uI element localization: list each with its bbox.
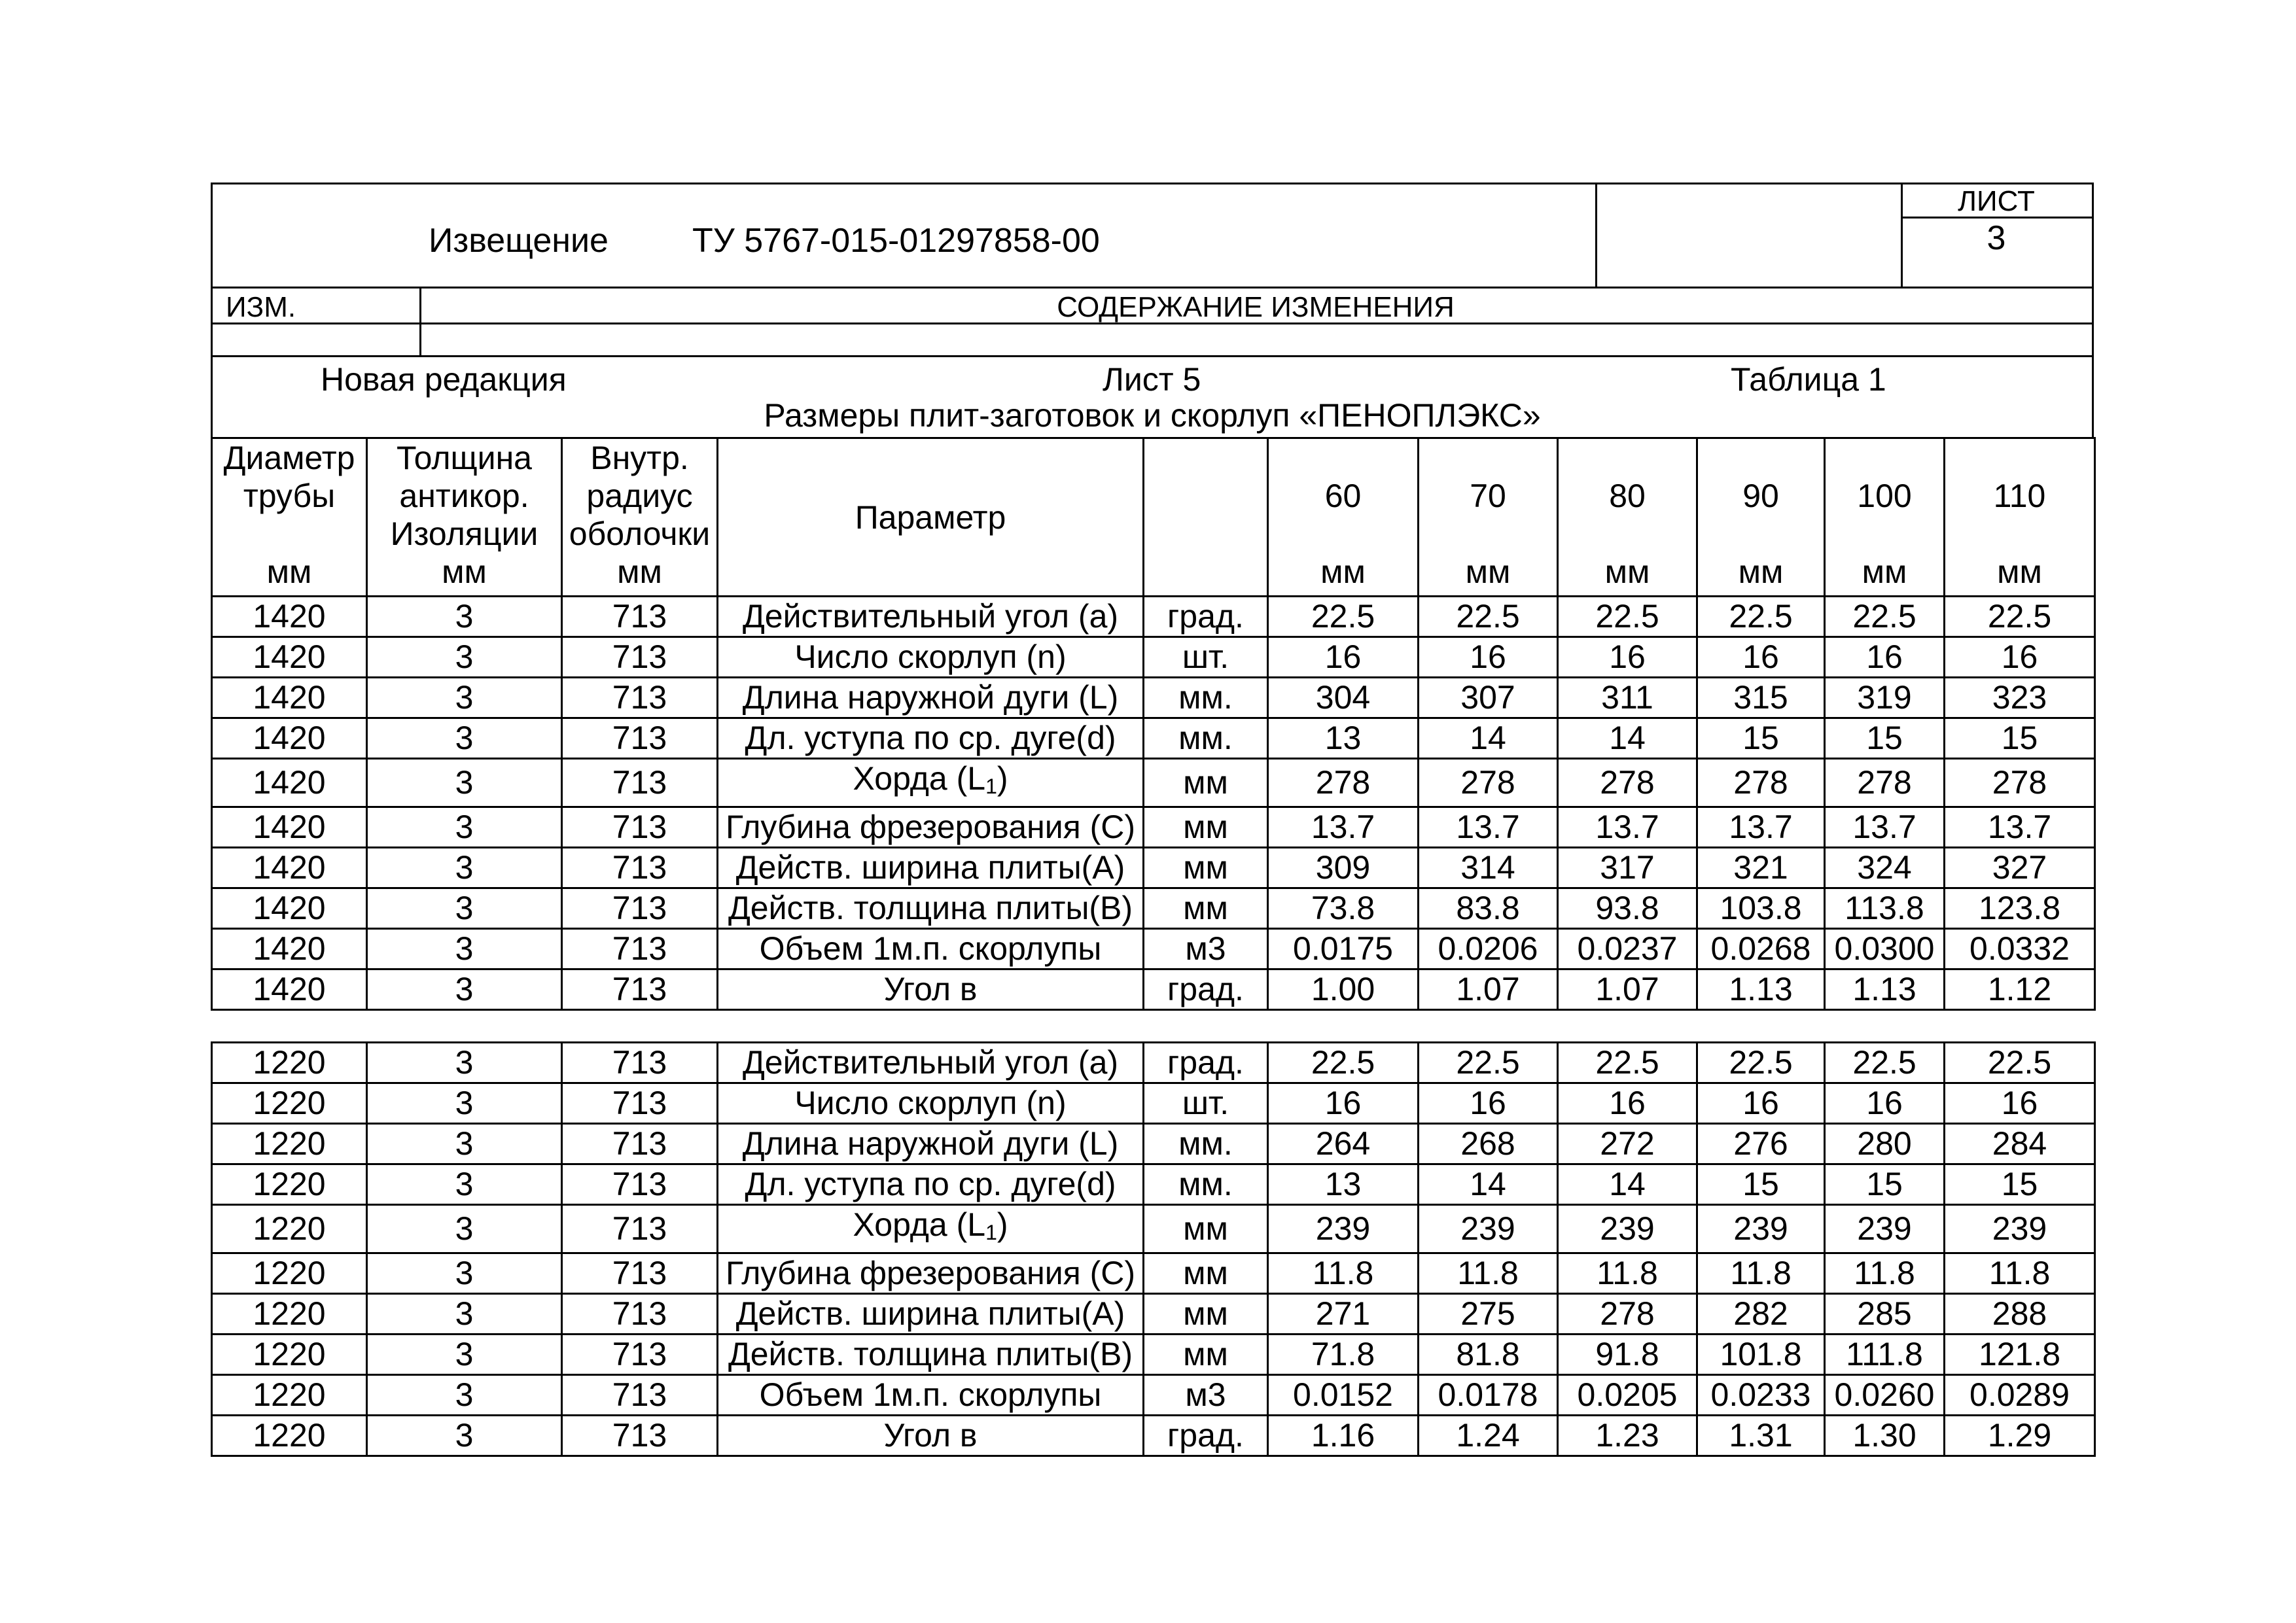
table-cell: 22.5 bbox=[1697, 597, 1825, 637]
table-cell: 278 bbox=[1268, 759, 1419, 807]
col-size-80: 80 мм bbox=[1558, 438, 1697, 597]
table-cell: 713 bbox=[562, 1164, 718, 1205]
table-cell: 3 bbox=[367, 1124, 562, 1164]
table-cell: 0.0260 bbox=[1825, 1375, 1945, 1416]
change-content-label: СОДЕРЖАНИЕ ИЗМЕНЕНИЯ bbox=[1057, 291, 1455, 323]
sheet-label: ЛИСТ bbox=[1901, 184, 2092, 218]
dimensions-table-1220 bbox=[211, 1041, 2096, 1457]
table-cell: 13 bbox=[1268, 1164, 1419, 1205]
table-cell: Действительный угол (а) bbox=[718, 597, 1144, 637]
table-cell: 22.5 bbox=[1825, 1043, 1945, 1083]
table-cell: Угол в bbox=[718, 969, 1144, 1010]
table-cell: 1.30 bbox=[1825, 1416, 1945, 1456]
table-row bbox=[212, 1375, 2095, 1416]
table-cell: Действ. толщина плиты(В) bbox=[718, 888, 1144, 929]
table-cell: 22.5 bbox=[1419, 597, 1558, 637]
table-cell: 93.8 bbox=[1558, 888, 1697, 929]
table-cell: 713 bbox=[562, 1083, 718, 1124]
table-cell: 1420 bbox=[212, 848, 367, 888]
table-cell: 713 bbox=[562, 929, 718, 969]
table-reference: Таблица 1 bbox=[1731, 361, 1886, 398]
table-cell: 111.8 bbox=[1825, 1335, 1945, 1375]
table-cell: 1220 bbox=[212, 1205, 367, 1253]
table-cell: 3 bbox=[367, 1416, 562, 1456]
table-cell: 311 bbox=[1558, 678, 1697, 718]
table-cell: 0.0175 bbox=[1268, 929, 1419, 969]
table-cell: 268 bbox=[1419, 1124, 1558, 1164]
table-cell: 713 bbox=[562, 888, 718, 929]
table-cell: мм. bbox=[1144, 718, 1268, 759]
table-cell: Действ. ширина плиты(А) bbox=[718, 848, 1144, 888]
table-cell: 22.5 bbox=[1825, 597, 1945, 637]
table-cell: 3 bbox=[367, 759, 562, 807]
table-cell: 16 bbox=[1268, 1083, 1419, 1124]
table-row bbox=[212, 1083, 2095, 1124]
table-cell: шт. bbox=[1144, 1083, 1268, 1124]
table-cell: 113.8 bbox=[1825, 888, 1945, 929]
table-cell: 1.07 bbox=[1419, 969, 1558, 1010]
table-cell: 0.0233 bbox=[1697, 1375, 1825, 1416]
table-cell: 713 bbox=[562, 1205, 718, 1253]
table-cell: 713 bbox=[562, 1416, 718, 1456]
table-cell: Длина наружной дуги (L) bbox=[718, 1124, 1144, 1164]
table-cell: 15 bbox=[1945, 1164, 2095, 1205]
table-cell: 309 bbox=[1268, 848, 1419, 888]
table-cell: 0.0300 bbox=[1825, 929, 1945, 969]
table-cell: 314 bbox=[1419, 848, 1558, 888]
col-size-60: 60 мм bbox=[1268, 438, 1419, 597]
table-cell: 327 bbox=[1945, 848, 2095, 888]
table-cell: град. bbox=[1144, 969, 1268, 1010]
table-cell: 3 bbox=[367, 1083, 562, 1124]
table-cell: 307 bbox=[1419, 678, 1558, 718]
table-cell: 1420 bbox=[212, 718, 367, 759]
table-cell: 11.8 bbox=[1558, 1253, 1697, 1294]
table-cell: 3 bbox=[367, 1294, 562, 1335]
table-cell: Хорда (L1) bbox=[718, 759, 1144, 807]
table-cell: 271 bbox=[1268, 1294, 1419, 1335]
table-cell: 324 bbox=[1825, 848, 1945, 888]
table-cell: 16 bbox=[1558, 1083, 1697, 1124]
table-cell: 1.12 bbox=[1945, 969, 2095, 1010]
table-cell: 22.5 bbox=[1697, 1043, 1825, 1083]
table-cell: 1.29 bbox=[1945, 1416, 2095, 1456]
table-row bbox=[212, 1294, 2095, 1335]
dimensions-table-1420 bbox=[211, 437, 2096, 1011]
table-cell: 103.8 bbox=[1697, 888, 1825, 929]
table-cell: 1220 bbox=[212, 1375, 367, 1416]
table-cell: 713 bbox=[562, 637, 718, 678]
table-cell: 73.8 bbox=[1268, 888, 1419, 929]
table-cell: 713 bbox=[562, 848, 718, 888]
table-cell: 0.0205 bbox=[1558, 1375, 1697, 1416]
sheet-number: 3 bbox=[1987, 219, 2006, 257]
table-row bbox=[212, 718, 2095, 759]
col-size-100: 100 мм bbox=[1825, 438, 1945, 597]
table-cell: 13.7 bbox=[1945, 807, 2095, 848]
table-cell: 278 bbox=[1558, 1294, 1697, 1335]
table-cell: 3 bbox=[367, 1253, 562, 1294]
table-cell: 282 bbox=[1697, 1294, 1825, 1335]
table-cell: 91.8 bbox=[1558, 1335, 1697, 1375]
table-cell: 3 bbox=[367, 807, 562, 848]
table-cell: 14 bbox=[1419, 718, 1558, 759]
table-cell: 1.13 bbox=[1697, 969, 1825, 1010]
col-size-110: 110 мм bbox=[1945, 438, 2095, 597]
table-row bbox=[212, 888, 2095, 929]
table-cell: 11.8 bbox=[1697, 1253, 1825, 1294]
table-cell: 239 bbox=[1268, 1205, 1419, 1253]
table-cell: м3 bbox=[1144, 929, 1268, 969]
table-cell: 1420 bbox=[212, 929, 367, 969]
table-cell: 16 bbox=[1945, 1083, 2095, 1124]
table-cell: 0.0152 bbox=[1268, 1375, 1419, 1416]
table-cell: 15 bbox=[1697, 718, 1825, 759]
table-cell: 22.5 bbox=[1558, 1043, 1697, 1083]
table-cell: 15 bbox=[1825, 718, 1945, 759]
table-cell: шт. bbox=[1144, 637, 1268, 678]
table-row bbox=[212, 848, 2095, 888]
table-cell: мм bbox=[1144, 848, 1268, 888]
table-cell: 713 bbox=[562, 1253, 718, 1294]
table-row bbox=[212, 1124, 2095, 1164]
table-cell: 1220 bbox=[212, 1083, 367, 1124]
table-title-block bbox=[211, 355, 2094, 438]
table-cell: 71.8 bbox=[1268, 1335, 1419, 1375]
table-cell: 3 bbox=[367, 888, 562, 929]
table-cell: Объем 1м.п. скорлупы bbox=[718, 929, 1144, 969]
document-header bbox=[211, 183, 2094, 287]
table-cell: 3 bbox=[367, 848, 562, 888]
col-size-90: 90 мм bbox=[1697, 438, 1825, 597]
table-cell: 22.5 bbox=[1268, 597, 1419, 637]
table-cell: 22.5 bbox=[1558, 597, 1697, 637]
table-cell: 14 bbox=[1558, 718, 1697, 759]
table-cell: 123.8 bbox=[1945, 888, 2095, 929]
table-row bbox=[212, 597, 2095, 637]
table-cell: 22.5 bbox=[1945, 1043, 2095, 1083]
table-cell: 16 bbox=[1268, 637, 1419, 678]
table-cell: 288 bbox=[1945, 1294, 2095, 1335]
table-cell: 713 bbox=[562, 718, 718, 759]
table-cell: 264 bbox=[1268, 1124, 1419, 1164]
table-cell: Число скорлуп (n) bbox=[718, 1083, 1144, 1124]
table-cell: Дл. уступа по ср. дуге(d) bbox=[718, 1164, 1144, 1205]
table-cell: 304 bbox=[1268, 678, 1419, 718]
table-cell: 239 bbox=[1825, 1205, 1945, 1253]
table-cell: 1220 bbox=[212, 1294, 367, 1335]
table-cell: 278 bbox=[1945, 759, 2095, 807]
table-cell: Длина наружной дуги (L) bbox=[718, 678, 1144, 718]
table-cell: 3 bbox=[367, 718, 562, 759]
table-cell: 1.00 bbox=[1268, 969, 1419, 1010]
table-cell: 15 bbox=[1825, 1164, 1945, 1205]
table-cell: 278 bbox=[1419, 759, 1558, 807]
table-cell: 1420 bbox=[212, 969, 367, 1010]
table-cell: 0.0206 bbox=[1419, 929, 1558, 969]
table-row bbox=[212, 759, 2095, 807]
col-size-70: 70 мм bbox=[1419, 438, 1558, 597]
table-cell: Действ. толщина плиты(В) bbox=[718, 1335, 1144, 1375]
col-parameter: Параметр bbox=[718, 438, 1144, 597]
table-cell: 16 bbox=[1697, 637, 1825, 678]
table-cell: 1420 bbox=[212, 759, 367, 807]
table-cell: 3 bbox=[367, 1375, 562, 1416]
table-cell: Действ. ширина плиты(А) bbox=[718, 1294, 1144, 1335]
table-cell: 83.8 bbox=[1419, 888, 1558, 929]
table-cell: Дл. уступа по ср. дуге(d) bbox=[718, 718, 1144, 759]
table-cell: град. bbox=[1144, 1043, 1268, 1083]
table-cell: 16 bbox=[1945, 637, 2095, 678]
table-cell: 713 bbox=[562, 597, 718, 637]
table-cell: 0.0178 bbox=[1419, 1375, 1558, 1416]
table-cell: 713 bbox=[562, 1124, 718, 1164]
table-cell: 1220 bbox=[212, 1416, 367, 1456]
table-cell: 0.0289 bbox=[1945, 1375, 2095, 1416]
table-cell: Объем 1м.п. скорлупы bbox=[718, 1375, 1144, 1416]
table-cell: 713 bbox=[562, 759, 718, 807]
table-cell: 323 bbox=[1945, 678, 2095, 718]
table-cell: 275 bbox=[1419, 1294, 1558, 1335]
table-cell: 1.07 bbox=[1558, 969, 1697, 1010]
table-cell: 14 bbox=[1558, 1164, 1697, 1205]
table-cell: 1220 bbox=[212, 1253, 367, 1294]
table-cell: мм bbox=[1144, 888, 1268, 929]
table-cell: 0.0237 bbox=[1558, 929, 1697, 969]
table-cell: 1.16 bbox=[1268, 1416, 1419, 1456]
table-cell: 11.8 bbox=[1268, 1253, 1419, 1294]
table-cell: 713 bbox=[562, 678, 718, 718]
col-diameter: Диаметр трубы мм bbox=[212, 438, 367, 597]
table-cell: 16 bbox=[1825, 1083, 1945, 1124]
table-cell: 81.8 bbox=[1419, 1335, 1558, 1375]
table-cell: 3 bbox=[367, 969, 562, 1010]
table-cell: Глубина фрезерования (С) bbox=[718, 1253, 1144, 1294]
table-cell: 713 bbox=[562, 1043, 718, 1083]
table-cell: мм. bbox=[1144, 1124, 1268, 1164]
table-cell: 0.0268 bbox=[1697, 929, 1825, 969]
table-cell: мм bbox=[1144, 1294, 1268, 1335]
table-cell: 1.24 bbox=[1419, 1416, 1558, 1456]
table-cell: 16 bbox=[1825, 637, 1945, 678]
table-cell: 1.23 bbox=[1558, 1416, 1697, 1456]
table-cell: 1220 bbox=[212, 1164, 367, 1205]
table-row bbox=[212, 1164, 2095, 1205]
table-cell: 1.31 bbox=[1697, 1416, 1825, 1456]
table-row bbox=[212, 637, 2095, 678]
table-cell: 3 bbox=[367, 678, 562, 718]
table-cell: град. bbox=[1144, 1416, 1268, 1456]
table-row bbox=[212, 1253, 2095, 1294]
table-cell: 239 bbox=[1697, 1205, 1825, 1253]
table-cell: 713 bbox=[562, 807, 718, 848]
table-cell: 13.7 bbox=[1825, 807, 1945, 848]
header-blank-cell bbox=[1595, 184, 1903, 287]
table-cell: 22.5 bbox=[1268, 1043, 1419, 1083]
table-cell: 1420 bbox=[212, 807, 367, 848]
table-cell: Действительный угол (а) bbox=[718, 1043, 1144, 1083]
sheet-reference: Лист 5 bbox=[1103, 361, 1201, 398]
col-radius: Внутр. радиус оболочки мм bbox=[562, 438, 718, 597]
table-cell: Глубина фрезерования (С) bbox=[718, 807, 1144, 848]
table-cell: 11.8 bbox=[1825, 1253, 1945, 1294]
table-cell: 22.5 bbox=[1419, 1043, 1558, 1083]
col-thickness: Толщина антикор. Изоляции мм bbox=[367, 438, 562, 597]
table-cell: 13 bbox=[1268, 718, 1419, 759]
table-cell: мм bbox=[1144, 1335, 1268, 1375]
table-cell: 16 bbox=[1558, 637, 1697, 678]
izm-label: ИЗМ. bbox=[226, 291, 296, 323]
table-cell: 1420 bbox=[212, 888, 367, 929]
table-cell: 101.8 bbox=[1697, 1335, 1825, 1375]
table-cell: 13.7 bbox=[1268, 807, 1419, 848]
table-cell: 22.5 bbox=[1945, 597, 2095, 637]
table-cell: 321 bbox=[1697, 848, 1825, 888]
table-cell: мм. bbox=[1144, 678, 1268, 718]
table-cell: 278 bbox=[1825, 759, 1945, 807]
table-cell: 713 bbox=[562, 1375, 718, 1416]
table-cell: 11.8 bbox=[1419, 1253, 1558, 1294]
table-cell: 3 bbox=[367, 1205, 562, 1253]
table-cell: 713 bbox=[562, 969, 718, 1010]
table-cell: 1220 bbox=[212, 1124, 367, 1164]
new-edition-label: Новая редакция bbox=[321, 361, 567, 398]
table-cell: Хорда (L1) bbox=[718, 1205, 1144, 1253]
table-cell: 3 bbox=[367, 597, 562, 637]
table-cell: мм. bbox=[1144, 1164, 1268, 1205]
table-cell: 13.7 bbox=[1558, 807, 1697, 848]
table-cell: 315 bbox=[1697, 678, 1825, 718]
table-row bbox=[212, 969, 2095, 1010]
table-cell: мм bbox=[1144, 807, 1268, 848]
table-cell: мм bbox=[1144, 1205, 1268, 1253]
table-cell: 3 bbox=[367, 1335, 562, 1375]
table-cell: 284 bbox=[1945, 1124, 2095, 1164]
table-cell: 713 bbox=[562, 1335, 718, 1375]
table-cell: 713 bbox=[562, 1294, 718, 1335]
table-cell: 1420 bbox=[212, 637, 367, 678]
table-row bbox=[212, 678, 2095, 718]
table-cell: 285 bbox=[1825, 1294, 1945, 1335]
table-cell: 319 bbox=[1825, 678, 1945, 718]
table-cell: 14 bbox=[1419, 1164, 1558, 1205]
table-cell: 278 bbox=[1697, 759, 1825, 807]
change-block bbox=[211, 287, 2094, 357]
table-cell: 13.7 bbox=[1419, 807, 1558, 848]
table-cell: 15 bbox=[1697, 1164, 1825, 1205]
table-cell: м3 bbox=[1144, 1375, 1268, 1416]
table-cell: мм bbox=[1144, 759, 1268, 807]
document-number: ТУ 5767-015-01297858-00 bbox=[692, 222, 1100, 260]
table-cell: 239 bbox=[1945, 1205, 2095, 1253]
table-cell: 16 bbox=[1419, 1083, 1558, 1124]
table-row bbox=[212, 929, 2095, 969]
table-cell: 1.13 bbox=[1825, 969, 1945, 1010]
table-cell: 11.8 bbox=[1945, 1253, 2095, 1294]
table-row bbox=[212, 807, 2095, 848]
table-cell: 1420 bbox=[212, 678, 367, 718]
table-cell: 16 bbox=[1697, 1083, 1825, 1124]
table-cell: 121.8 bbox=[1945, 1335, 2095, 1375]
notice-label: Извещение bbox=[429, 222, 609, 260]
table-cell: 239 bbox=[1558, 1205, 1697, 1253]
table-caption: Размеры плит-заготовок и скорлуп «ПЕНОПЛЭКС» bbox=[764, 397, 1541, 434]
table-cell: 13.7 bbox=[1697, 807, 1825, 848]
table-cell: 239 bbox=[1419, 1205, 1558, 1253]
table-cell: 15 bbox=[1945, 718, 2095, 759]
table-cell: 1420 bbox=[212, 597, 367, 637]
table-cell: 3 bbox=[367, 929, 562, 969]
table-cell: 3 bbox=[367, 1164, 562, 1205]
table-cell: 3 bbox=[367, 637, 562, 678]
table-cell: 1220 bbox=[212, 1043, 367, 1083]
table-row bbox=[212, 1335, 2095, 1375]
table-row bbox=[212, 1416, 2095, 1456]
table-cell: 1220 bbox=[212, 1335, 367, 1375]
col-unit bbox=[1144, 438, 1268, 597]
table-row bbox=[212, 1043, 2095, 1083]
table-cell: 3 bbox=[367, 1043, 562, 1083]
table-cell: 276 bbox=[1697, 1124, 1825, 1164]
table-cell: 280 bbox=[1825, 1124, 1945, 1164]
table-cell: 272 bbox=[1558, 1124, 1697, 1164]
table-row bbox=[212, 1205, 2095, 1253]
table-cell: 278 bbox=[1558, 759, 1697, 807]
table-cell: 0.0332 bbox=[1945, 929, 2095, 969]
table-cell: Число скорлуп (n) bbox=[718, 637, 1144, 678]
table-cell: 317 bbox=[1558, 848, 1697, 888]
table-cell: 16 bbox=[1419, 637, 1558, 678]
table-cell: град. bbox=[1144, 597, 1268, 637]
table-cell: мм bbox=[1144, 1253, 1268, 1294]
table-cell: Угол в bbox=[718, 1416, 1144, 1456]
